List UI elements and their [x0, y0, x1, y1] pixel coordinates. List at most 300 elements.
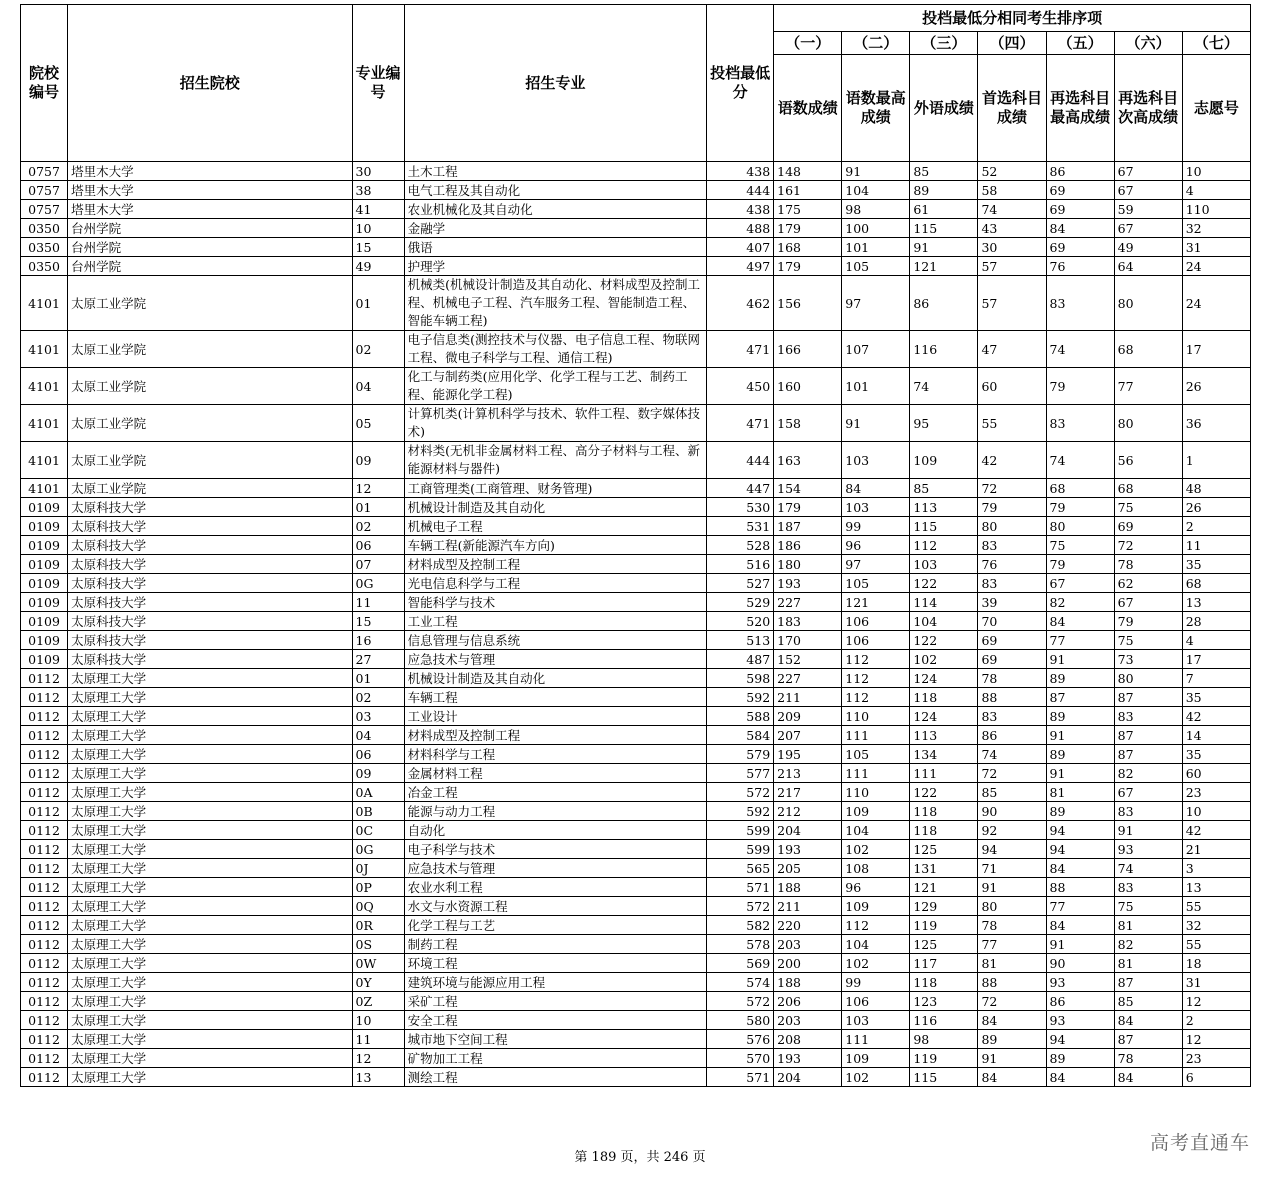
school-code-cell: 4101 [21, 479, 68, 498]
sort-6-cell: 93 [1114, 840, 1182, 859]
school-code-cell: 0112 [21, 859, 68, 878]
sort-2-cell: 111 [842, 1030, 910, 1049]
major-name-cell: 能源与动力工程 [404, 802, 706, 821]
sort-7-cell: 6 [1182, 1068, 1250, 1087]
major-code-cell: 02 [352, 517, 404, 536]
school-name-cell: 太原科技大学 [68, 517, 352, 536]
sort-6-cell: 75 [1114, 631, 1182, 650]
header-sort-label: 外语成绩 [910, 55, 978, 162]
sort-1-cell: 203 [774, 935, 842, 954]
min-score-cell: 462 [707, 276, 774, 331]
school-code-cell: 0109 [21, 536, 68, 555]
min-score-cell: 407 [707, 238, 774, 257]
table-row [21, 517, 1251, 536]
school-name-cell: 太原工业学院 [68, 331, 352, 368]
school-code-cell: 0112 [21, 897, 68, 916]
sort-7-cell: 26 [1182, 368, 1250, 405]
sort-5-cell: 69 [1046, 181, 1114, 200]
sort-5-cell: 69 [1046, 238, 1114, 257]
sort-1-cell: 193 [774, 840, 842, 859]
sort-2-cell: 110 [842, 707, 910, 726]
major-name-cell: 制药工程 [404, 935, 706, 954]
sort-1-cell: 179 [774, 498, 842, 517]
sort-1-cell: 203 [774, 1011, 842, 1030]
school-code-cell: 0350 [21, 238, 68, 257]
sort-4-cell: 89 [978, 1030, 1046, 1049]
min-score-cell: 471 [707, 331, 774, 368]
sort-6-cell: 69 [1114, 517, 1182, 536]
header-sort-num: （一） [774, 32, 842, 55]
min-score-cell: 565 [707, 859, 774, 878]
sort-1-cell: 183 [774, 612, 842, 631]
sort-6-cell: 78 [1114, 555, 1182, 574]
table-row [21, 219, 1251, 238]
min-score-cell: 577 [707, 764, 774, 783]
school-code-cell: 0112 [21, 764, 68, 783]
major-code-cell: 0Y [352, 973, 404, 992]
sort-6-cell: 67 [1114, 783, 1182, 802]
sort-2-cell: 97 [842, 276, 910, 331]
major-name-cell: 化学工程与工艺 [404, 916, 706, 935]
sort-7-cell: 32 [1182, 916, 1250, 935]
major-name-cell: 护理学 [404, 257, 706, 276]
sort-3-cell: 74 [910, 368, 978, 405]
major-name-cell: 材料成型及控制工程 [404, 555, 706, 574]
table-row [21, 498, 1251, 517]
school-code-cell: 0112 [21, 745, 68, 764]
table-row [21, 745, 1251, 764]
sort-7-cell: 32 [1182, 219, 1250, 238]
sort-3-cell: 102 [910, 650, 978, 669]
school-code-cell: 0109 [21, 517, 68, 536]
min-score-cell: 572 [707, 783, 774, 802]
table-row [21, 878, 1251, 897]
min-score-cell: 438 [707, 162, 774, 181]
min-score-cell: 592 [707, 688, 774, 707]
school-code-cell: 0112 [21, 821, 68, 840]
sort-3-cell: 134 [910, 745, 978, 764]
sort-5-cell: 76 [1046, 257, 1114, 276]
sort-1-cell: 179 [774, 257, 842, 276]
sort-5-cell: 68 [1046, 479, 1114, 498]
school-code-cell: 0757 [21, 181, 68, 200]
major-code-cell: 0Q [352, 897, 404, 916]
sort-4-cell: 60 [978, 368, 1046, 405]
header-school-code: 院校编号 [21, 5, 68, 162]
sort-5-cell: 90 [1046, 954, 1114, 973]
sort-7-cell: 2 [1182, 517, 1250, 536]
sort-7-cell: 60 [1182, 764, 1250, 783]
min-score-cell: 579 [707, 745, 774, 764]
sort-4-cell: 80 [978, 897, 1046, 916]
table-row [21, 726, 1251, 745]
sort-1-cell: 207 [774, 726, 842, 745]
school-code-cell: 0112 [21, 1011, 68, 1030]
sort-5-cell: 79 [1046, 368, 1114, 405]
min-score-cell: 444 [707, 181, 774, 200]
sort-5-cell: 88 [1046, 878, 1114, 897]
school-name-cell: 太原科技大学 [68, 498, 352, 517]
sort-4-cell: 55 [978, 405, 1046, 442]
school-name-cell: 太原工业学院 [68, 479, 352, 498]
major-name-cell: 矿物加工工程 [404, 1049, 706, 1068]
sort-7-cell: 13 [1182, 878, 1250, 897]
major-name-cell: 自动化 [404, 821, 706, 840]
min-score-cell: 582 [707, 916, 774, 935]
sort-6-cell: 59 [1114, 200, 1182, 219]
sort-3-cell: 131 [910, 859, 978, 878]
school-code-cell: 0109 [21, 631, 68, 650]
admission-table [20, 4, 1251, 1087]
sort-1-cell: 158 [774, 405, 842, 442]
page-number: 第 189 页，共 246 页 [574, 1150, 706, 1165]
sort-1-cell: 166 [774, 331, 842, 368]
min-score-cell: 531 [707, 517, 774, 536]
table-row [21, 1011, 1251, 1030]
sort-3-cell: 85 [910, 479, 978, 498]
sort-6-cell: 67 [1114, 219, 1182, 238]
sort-6-cell: 87 [1114, 688, 1182, 707]
sort-7-cell: 35 [1182, 555, 1250, 574]
sort-1-cell: 211 [774, 688, 842, 707]
school-name-cell: 太原理工大学 [68, 726, 352, 745]
school-name-cell: 塔里木大学 [68, 181, 352, 200]
sort-4-cell: 83 [978, 536, 1046, 555]
school-name-cell: 太原理工大学 [68, 1011, 352, 1030]
sort-2-cell: 112 [842, 916, 910, 935]
sort-5-cell: 91 [1046, 935, 1114, 954]
major-code-cell: 0Z [352, 992, 404, 1011]
sort-2-cell: 97 [842, 555, 910, 574]
major-name-cell: 环境工程 [404, 954, 706, 973]
school-code-cell: 0112 [21, 688, 68, 707]
major-name-cell: 工商管理类(工商管理、财务管理) [404, 479, 706, 498]
major-name-cell: 农业机械化及其自动化 [404, 200, 706, 219]
major-name-cell: 应急技术与管理 [404, 650, 706, 669]
major-code-cell: 10 [352, 219, 404, 238]
school-code-cell: 0109 [21, 555, 68, 574]
sort-1-cell: 186 [774, 536, 842, 555]
school-name-cell: 太原理工大学 [68, 916, 352, 935]
sort-2-cell: 100 [842, 219, 910, 238]
sort-5-cell: 79 [1046, 498, 1114, 517]
sort-6-cell: 68 [1114, 331, 1182, 368]
sort-2-cell: 96 [842, 536, 910, 555]
sort-3-cell: 118 [910, 821, 978, 840]
sort-2-cell: 105 [842, 745, 910, 764]
sort-6-cell: 82 [1114, 935, 1182, 954]
sort-1-cell: 195 [774, 745, 842, 764]
school-name-cell: 太原理工大学 [68, 840, 352, 859]
sort-5-cell: 89 [1046, 745, 1114, 764]
min-score-cell: 513 [707, 631, 774, 650]
sort-2-cell: 101 [842, 368, 910, 405]
sort-1-cell: 217 [774, 783, 842, 802]
sort-2-cell: 111 [842, 764, 910, 783]
sort-3-cell: 61 [910, 200, 978, 219]
major-code-cell: 0B [352, 802, 404, 821]
major-code-cell: 27 [352, 650, 404, 669]
sort-3-cell: 115 [910, 517, 978, 536]
sort-1-cell: 193 [774, 574, 842, 593]
header-sort-num: （六） [1114, 32, 1182, 55]
sort-2-cell: 104 [842, 821, 910, 840]
sort-5-cell: 87 [1046, 688, 1114, 707]
school-code-cell: 0112 [21, 783, 68, 802]
sort-6-cell: 83 [1114, 707, 1182, 726]
sort-2-cell: 101 [842, 238, 910, 257]
sort-7-cell: 17 [1182, 331, 1250, 368]
sort-3-cell: 113 [910, 726, 978, 745]
major-code-cell: 02 [352, 688, 404, 707]
sort-7-cell: 23 [1182, 783, 1250, 802]
min-score-cell: 599 [707, 821, 774, 840]
school-name-cell: 太原理工大学 [68, 745, 352, 764]
sort-3-cell: 122 [910, 574, 978, 593]
school-name-cell: 太原理工大学 [68, 954, 352, 973]
school-code-cell: 0109 [21, 612, 68, 631]
major-name-cell: 机械设计制造及其自动化 [404, 669, 706, 688]
sort-2-cell: 96 [842, 878, 910, 897]
sort-7-cell: 35 [1182, 745, 1250, 764]
table-row [21, 276, 1251, 331]
sort-5-cell: 84 [1046, 1068, 1114, 1087]
school-code-cell: 0112 [21, 1030, 68, 1049]
table-row [21, 1030, 1251, 1049]
sort-6-cell: 80 [1114, 669, 1182, 688]
sort-7-cell: 2 [1182, 1011, 1250, 1030]
sort-7-cell: 68 [1182, 574, 1250, 593]
sort-4-cell: 91 [978, 1049, 1046, 1068]
min-score-cell: 571 [707, 1068, 774, 1087]
sort-1-cell: 154 [774, 479, 842, 498]
sort-3-cell: 121 [910, 878, 978, 897]
school-code-cell: 0112 [21, 1049, 68, 1068]
sort-4-cell: 85 [978, 783, 1046, 802]
sort-2-cell: 112 [842, 688, 910, 707]
sort-3-cell: 95 [910, 405, 978, 442]
major-name-cell: 冶金工程 [404, 783, 706, 802]
sort-2-cell: 110 [842, 783, 910, 802]
table-row [21, 442, 1251, 479]
major-code-cell: 0J [352, 859, 404, 878]
sort-6-cell: 79 [1114, 612, 1182, 631]
sort-5-cell: 86 [1046, 162, 1114, 181]
sort-2-cell: 107 [842, 331, 910, 368]
major-code-cell: 01 [352, 276, 404, 331]
sort-7-cell: 4 [1182, 631, 1250, 650]
school-name-cell: 太原理工大学 [68, 1030, 352, 1049]
sort-1-cell: 152 [774, 650, 842, 669]
major-code-cell: 01 [352, 498, 404, 517]
sort-3-cell: 118 [910, 973, 978, 992]
sort-7-cell: 17 [1182, 650, 1250, 669]
school-name-cell: 太原理工大学 [68, 973, 352, 992]
sort-1-cell: 161 [774, 181, 842, 200]
header-sort-num: （七） [1182, 32, 1250, 55]
school-code-cell: 0112 [21, 1068, 68, 1087]
header-min-score: 投档最低分 [707, 5, 774, 162]
sort-6-cell: 49 [1114, 238, 1182, 257]
sort-7-cell: 42 [1182, 707, 1250, 726]
school-code-cell: 0112 [21, 973, 68, 992]
sort-3-cell: 112 [910, 536, 978, 555]
school-name-cell: 太原工业学院 [68, 442, 352, 479]
header-sort-num: （四） [978, 32, 1046, 55]
sort-5-cell: 89 [1046, 1049, 1114, 1068]
sort-3-cell: 111 [910, 764, 978, 783]
sort-6-cell: 87 [1114, 745, 1182, 764]
sort-4-cell: 86 [978, 726, 1046, 745]
sort-1-cell: 175 [774, 200, 842, 219]
table-row [21, 688, 1251, 707]
sort-3-cell: 98 [910, 1030, 978, 1049]
sort-7-cell: 21 [1182, 840, 1250, 859]
table-row [21, 331, 1251, 368]
min-score-cell: 598 [707, 669, 774, 688]
major-code-cell: 12 [352, 479, 404, 498]
sort-4-cell: 77 [978, 935, 1046, 954]
school-name-cell: 台州学院 [68, 238, 352, 257]
header-sort-num: （二） [842, 32, 910, 55]
sort-1-cell: 227 [774, 669, 842, 688]
sort-6-cell: 87 [1114, 1030, 1182, 1049]
table-row [21, 238, 1251, 257]
school-name-cell: 太原工业学院 [68, 368, 352, 405]
major-code-cell: 09 [352, 442, 404, 479]
sort-1-cell: 206 [774, 992, 842, 1011]
school-name-cell: 太原科技大学 [68, 612, 352, 631]
sort-4-cell: 84 [978, 1011, 1046, 1030]
sort-2-cell: 109 [842, 897, 910, 916]
sort-4-cell: 47 [978, 331, 1046, 368]
sort-4-cell: 42 [978, 442, 1046, 479]
school-code-cell: 0112 [21, 707, 68, 726]
sort-7-cell: 12 [1182, 992, 1250, 1011]
sort-5-cell: 74 [1046, 331, 1114, 368]
sort-1-cell: 204 [774, 821, 842, 840]
sort-3-cell: 103 [910, 555, 978, 574]
school-code-cell: 4101 [21, 405, 68, 442]
sort-6-cell: 72 [1114, 536, 1182, 555]
sort-3-cell: 113 [910, 498, 978, 517]
sort-7-cell: 10 [1182, 802, 1250, 821]
major-name-cell: 测绘工程 [404, 1068, 706, 1087]
sort-6-cell: 87 [1114, 726, 1182, 745]
table-row [21, 200, 1251, 219]
sort-4-cell: 79 [978, 498, 1046, 517]
major-code-cell: 13 [352, 1068, 404, 1087]
table-row [21, 859, 1251, 878]
sort-2-cell: 104 [842, 181, 910, 200]
major-code-cell: 12 [352, 1049, 404, 1068]
school-code-cell: 0112 [21, 669, 68, 688]
sort-6-cell: 80 [1114, 276, 1182, 331]
table-row [21, 536, 1251, 555]
header-school-name: 招生院校 [68, 5, 352, 162]
major-name-cell: 智能科学与技术 [404, 593, 706, 612]
sort-2-cell: 103 [842, 442, 910, 479]
header-sort-group: 投档最低分相同考生排序项 [774, 5, 1251, 32]
sort-1-cell: 209 [774, 707, 842, 726]
school-name-cell: 太原工业学院 [68, 276, 352, 331]
sort-2-cell: 91 [842, 162, 910, 181]
sort-2-cell: 103 [842, 1011, 910, 1030]
sort-6-cell: 67 [1114, 162, 1182, 181]
min-score-cell: 529 [707, 593, 774, 612]
sort-4-cell: 91 [978, 878, 1046, 897]
sort-3-cell: 123 [910, 992, 978, 1011]
major-name-cell: 材料成型及控制工程 [404, 726, 706, 745]
major-name-cell: 应急技术与管理 [404, 859, 706, 878]
sort-3-cell: 125 [910, 840, 978, 859]
sort-2-cell: 103 [842, 498, 910, 517]
table-row [21, 992, 1251, 1011]
sort-6-cell: 85 [1114, 992, 1182, 1011]
table-row [21, 821, 1251, 840]
table-row [21, 574, 1251, 593]
sort-5-cell: 93 [1046, 973, 1114, 992]
major-code-cell: 15 [352, 612, 404, 631]
table-row [21, 181, 1251, 200]
major-name-cell: 机械类(机械设计制造及其自动化、材料成型及控制工程、机械电子工程、汽车服务工程、智能制造工程、智能车辆工程) [404, 276, 706, 331]
min-score-cell: 444 [707, 442, 774, 479]
sort-7-cell: 3 [1182, 859, 1250, 878]
table-row [21, 612, 1251, 631]
header-sort-num: （三） [910, 32, 978, 55]
sort-4-cell: 30 [978, 238, 1046, 257]
major-name-cell: 水文与水资源工程 [404, 897, 706, 916]
sort-6-cell: 91 [1114, 821, 1182, 840]
school-code-cell: 0757 [21, 162, 68, 181]
major-name-cell: 土木工程 [404, 162, 706, 181]
sort-5-cell: 91 [1046, 764, 1114, 783]
sort-3-cell: 115 [910, 219, 978, 238]
school-code-cell: 0757 [21, 200, 68, 219]
major-code-cell: 06 [352, 745, 404, 764]
sort-5-cell: 91 [1046, 650, 1114, 669]
min-score-cell: 488 [707, 219, 774, 238]
sort-4-cell: 69 [978, 650, 1046, 669]
table-row [21, 593, 1251, 612]
sort-3-cell: 122 [910, 631, 978, 650]
major-code-cell: 07 [352, 555, 404, 574]
min-score-cell: 497 [707, 257, 774, 276]
sort-7-cell: 7 [1182, 669, 1250, 688]
sort-2-cell: 106 [842, 992, 910, 1011]
table-row [21, 802, 1251, 821]
min-score-cell: 530 [707, 498, 774, 517]
major-name-cell: 农业水利工程 [404, 878, 706, 897]
sort-7-cell: 42 [1182, 821, 1250, 840]
major-name-cell: 车辆工程(新能源汽车方向) [404, 536, 706, 555]
sort-7-cell: 10 [1182, 162, 1250, 181]
header-major-code: 专业编号 [352, 5, 404, 162]
sort-6-cell: 87 [1114, 973, 1182, 992]
sort-3-cell: 115 [910, 1068, 978, 1087]
sort-1-cell: 168 [774, 238, 842, 257]
sort-2-cell: 109 [842, 1049, 910, 1068]
sort-1-cell: 180 [774, 555, 842, 574]
sort-7-cell: 24 [1182, 257, 1250, 276]
sort-7-cell: 35 [1182, 688, 1250, 707]
sort-6-cell: 82 [1114, 764, 1182, 783]
sort-5-cell: 75 [1046, 536, 1114, 555]
table-body [21, 162, 1251, 1087]
sort-1-cell: 160 [774, 368, 842, 405]
sort-4-cell: 39 [978, 593, 1046, 612]
sort-5-cell: 89 [1046, 802, 1114, 821]
